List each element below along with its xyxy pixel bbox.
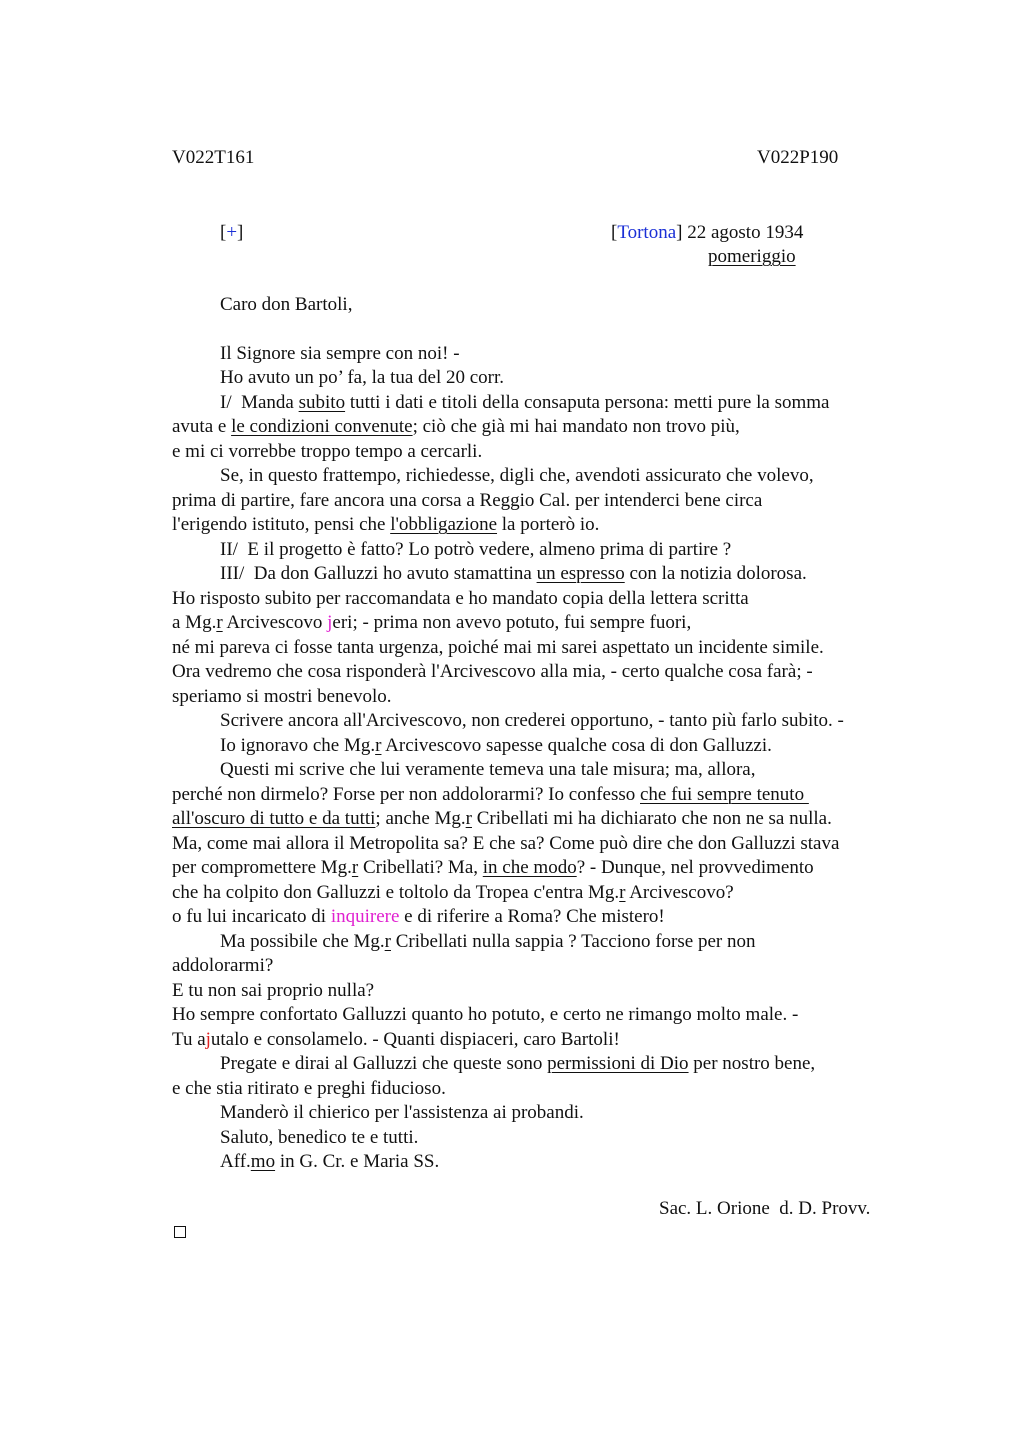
text-line: Io ignoravo che Mg.r Arcivescovo sapesse qualche cosa di don Galluzzi.: [220, 734, 772, 756]
salutation: Caro don Bartoli,: [220, 294, 353, 315]
text-line: che ha colpito don Galluzzi e toltolo da Tropea c'entra Mg.r Arcivescovo?: [172, 881, 734, 903]
bracket-open: [: [220, 222, 227, 243]
text-line: Scrivere ancora all'Arcivescovo, non crederei opportuno, - tanto più farlo subito. -: [220, 710, 844, 731]
text-line: prima di partire, fare ancora una corsa a Reggio Cal. per intenderci bene circa: [172, 489, 763, 511]
underlined-text: permissioni di Dio: [547, 1053, 689, 1074]
underlined-text: r: [216, 612, 223, 633]
text-line: Ma, come mai allora il Metropolita sa? E che sa? Come può dire che don Galluzzi stava: [172, 832, 840, 854]
text-line: Aff.mo in G. Cr. e Maria SS.: [220, 1151, 440, 1172]
underlined-text: l'obbligazione: [390, 514, 498, 535]
document-code-right: V022P190: [757, 147, 839, 168]
document-code-left: V022T161: [172, 147, 255, 168]
underlined-text: subito: [298, 391, 346, 413]
text-line: III/ Da don Galluzzi ho avuto stamattina un espresso con la notizia dolorosa.: [220, 563, 807, 584]
text-line: perché non dirmelo? Forse per non addolorarmi? Io confesso che fui sempre tenuto: [172, 783, 809, 805]
underlined-text: r: [375, 734, 382, 756]
text-line: Ho avuto un po’ fa, la tua del 20 corr.: [220, 367, 505, 388]
text-line: Se, in questo frattempo, richiedesse, digli che, avendoti assicurato che volevo,: [220, 465, 814, 486]
text-line: Ho risposto subito per raccomandata e ho mandato copia della lettera scritta: [172, 587, 749, 609]
text-line: Ora vedremo che cosa risponderà l'Arcivescovo alla mia, - certo qualche cosa farà; -: [172, 661, 813, 682]
editorial-cross-marker: [220, 221, 243, 245]
text-line: speriamo si mostri benevolo.: [172, 685, 392, 707]
text-line: II/ E il progetto è fatto? Lo potrò vedere, almeno prima di partire ?: [220, 538, 732, 560]
underlined-text: all'oscuro di tutto e da tutti: [172, 808, 376, 829]
underlined-text: un espresso: [536, 563, 625, 584]
text-line: e che stia ritirato e preghi fiducioso.: [172, 1077, 446, 1099]
underlined-text: r: [384, 930, 391, 952]
highlighted-letter: j: [327, 612, 333, 633]
text-line: Il Signore sia sempre con noi! -: [220, 342, 460, 364]
underlined-text: che fui sempre tenuto: [640, 783, 809, 805]
letter-body: [172, 293, 912, 1175]
text-line: Pregate e dirai al Galluzzi che queste sono permissioni di Dio per nostro bene,: [220, 1053, 816, 1074]
text-line: o fu lui incaricato di inquirere e di riferire a Roma? Che mistero!: [172, 906, 665, 927]
text-line: Saluto, benedico te e tutti.: [220, 1126, 419, 1148]
bracket-close: ]: [237, 222, 244, 243]
cross-symbol: +: [226, 222, 238, 243]
dateline: [611, 221, 803, 245]
text-line: Ma possibile che Mg.r Cribellati nulla sappia ? Tacciono forse per non: [220, 930, 756, 952]
text-line: a Mg.r Arcivescovo jeri; - prima non avevo potuto, fui sempre fuori,: [172, 612, 692, 633]
text-line: all'oscuro di tutto e da tutti; anche Mg.r Cribellati mi ha dichiarato che non ne sa nulla.: [172, 808, 832, 829]
text-line: Questi mi scrive che lui veramente temeva una tale misura; ma, allora,: [220, 759, 756, 780]
letter-date: 22 agosto 1934: [682, 222, 804, 243]
text-line: E tu non sai proprio nulla?: [172, 979, 375, 1001]
underlined-text: mo: [250, 1151, 276, 1172]
highlighted-word: inquirere: [330, 906, 400, 927]
place-bracket-open: [: [611, 222, 618, 243]
underlined-text: r: [619, 881, 626, 903]
underlined-text: in che modo: [482, 857, 577, 878]
text-line: Tu ajutalo e consolamelo. - Quanti dispiaceri, caro Bartoli!: [172, 1028, 620, 1050]
text-line: Manderò il chierico per l'assistenza ai probandi.: [220, 1102, 584, 1123]
underlined-text: r: [351, 857, 359, 878]
place-bracket-close: ]: [676, 222, 683, 243]
text-line: addolorarmi?: [172, 955, 274, 976]
text-line: e mi ci vorrebbe troppo tempo a cercarli.: [172, 440, 483, 462]
place-name: Tortona: [617, 222, 677, 243]
text-line: Ho sempre confortato Galluzzi quanto ho potuto, e certo ne rimango molto male. -: [172, 1004, 799, 1025]
text-line: né mi pareva ci fosse tanta urgenza, poiché mai mi sarei aspettato un incidente simile.: [172, 636, 824, 658]
end-marker-box-icon: [174, 1226, 186, 1238]
text-line: I/ Manda subito tutti i dati e titoli della consaputa persona: metti pure la somma: [220, 391, 830, 413]
underlined-text: le condizioni convenute: [231, 416, 413, 437]
signature: Sac. L. Orione d. D. Provv.: [659, 1198, 871, 1219]
text-line: avuta e le condizioni convenute; ciò che già mi hai mandato non trovo più,: [172, 416, 740, 437]
text-line: per compromettere Mg.r Cribellati? Ma, in che modo? - Dunque, nel provvedimento: [172, 857, 814, 878]
highlighted-letter: j: [205, 1028, 211, 1050]
time-of-day: pomeriggio: [708, 246, 796, 267]
text-line: l'erigendo istituto, pensi che l'obbligazione la porterò io.: [172, 514, 600, 535]
underlined-text: r: [465, 808, 472, 829]
